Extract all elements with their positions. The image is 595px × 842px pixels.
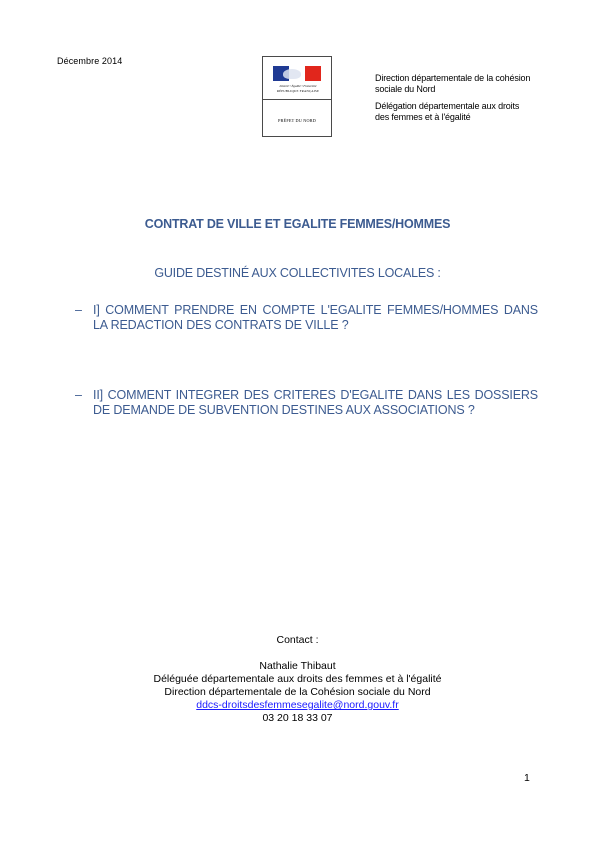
question-bullet: – (75, 303, 82, 317)
contact-block (0, 634, 595, 725)
contact-name: Nathalie Thibaut (259, 660, 336, 672)
logo-motto: Liberté • Égalité • Fraternité (279, 84, 317, 88)
marianne-icon (283, 69, 301, 79)
logo-divider (263, 99, 331, 100)
question-1: I] COMMENT PRENDRE EN COMPTE L'EGALITE FEMMES/HOMMES DANS LA REDACTION DES CONTRATS DE VILLE ? (93, 303, 538, 332)
contact-phone: 03 20 18 33 07 (262, 712, 333, 724)
direction-name: Direction départementale de la cohésion sociale du Nord (375, 73, 531, 94)
contact-role: Déléguée départementale aux droits des femmes et à l'égalité (153, 673, 442, 685)
logo-republic: RÉPUBLIQUE FRANÇAISE (276, 89, 320, 93)
prefecture-logo (262, 56, 332, 137)
delegation-name: Délégation départementale aux droits des femmes et à l'égalité (375, 101, 520, 122)
page-number: 1 (524, 772, 530, 784)
guide-title: GUIDE DESTINÉ AUX COLLECTIVITES LOCALES : (154, 266, 441, 280)
document-date: Décembre 2014 (57, 56, 123, 66)
question-2: II] COMMENT INTEGRER DES CRITERES D'EGALITE DANS LES DOSSIERS DE DEMANDE DE SUBVENTION DESTINES AUX ASSOCIATIONS ? (93, 388, 538, 417)
issuing-offices (375, 73, 535, 122)
logo-prefet: PRÉFET DU NORD (278, 118, 316, 123)
question-bullet: – (75, 388, 82, 402)
contact-email-link[interactable]: ddcs-droitsdesfemmesegalite@nord.gouv.fr (196, 699, 399, 711)
contact-organization: Direction départementale de la Cohésion sociale du Nord (164, 686, 431, 698)
document-title: CONTRAT DE VILLE ET EGALITE FEMMES/HOMMES (144, 217, 451, 231)
contact-label: Contact : (276, 634, 319, 646)
